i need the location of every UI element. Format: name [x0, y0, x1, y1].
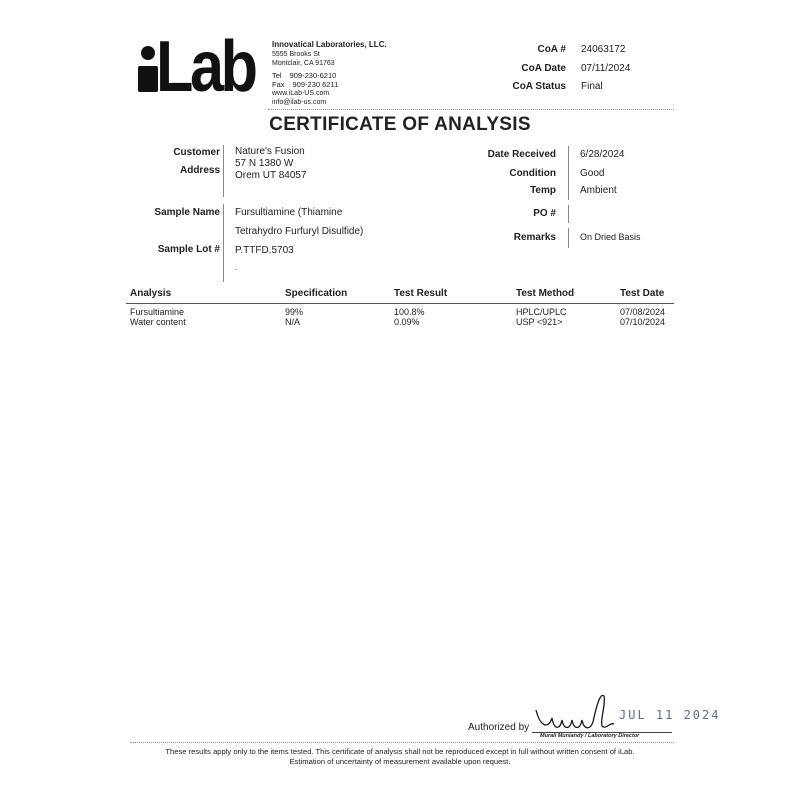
lab-address-city: Montclair, CA 91763 — [272, 60, 335, 67]
logo-i-dot — [141, 46, 155, 60]
cell-test-method: USP <921> — [516, 317, 563, 327]
lab-tel-value: 909-230-6210 — [289, 71, 337, 80]
sample-name-label: Sample Name — [154, 207, 220, 218]
condition-label: Condition — [509, 168, 556, 179]
col-header-test-method: Test Method — [516, 288, 575, 299]
cell-specification: N/A — [285, 317, 301, 327]
po-divider — [568, 205, 569, 223]
cell-test-method: HPLC/UPLC — [516, 307, 567, 317]
col-header-specification: Specification — [285, 288, 348, 299]
remarks-label: Remarks — [513, 232, 556, 243]
customer-label: Customer — [173, 147, 220, 158]
page-title: CERTIFICATE OF ANALYSIS — [269, 114, 531, 135]
coa-status: Final — [581, 81, 603, 92]
coa-number-label: CoA # — [537, 44, 566, 55]
header-divider — [268, 109, 674, 110]
footer-disclaimer: These results apply only to the items tested. This certificate of analysis shall not be reproduced except in full without written consent of iLab. — [165, 747, 635, 756]
col-header-analysis: Analysis — [130, 288, 172, 299]
coa-date-label: CoA Date — [521, 63, 566, 74]
temp: Ambient — [580, 185, 617, 196]
lab-tel — [272, 71, 336, 80]
lab-name: Innovatical Laboratories, LLC. — [272, 40, 387, 49]
lab-fax — [272, 80, 338, 89]
condition: Good — [580, 168, 605, 179]
remarks: On Dried Basis — [580, 232, 641, 242]
customer-street: 57 N 1380 W — [235, 158, 294, 169]
coa-status-label: CoA Status — [512, 81, 566, 92]
receipt-divider — [568, 146, 569, 200]
customer-name: Nature's Fusion — [235, 146, 305, 157]
po-label: PO # — [533, 208, 556, 219]
lab-email[interactable]: info@ilab-us.com — [272, 99, 327, 106]
cell-analysis: Fursultiamine — [130, 307, 185, 317]
date-received-label: Date Received — [487, 149, 556, 160]
lab-website[interactable]: www.iLab-US.com — [272, 90, 330, 97]
cell-test-date: 07/10/2024 — [620, 317, 666, 327]
sample-name-line1: Fursultiamine (Thiamine — [235, 207, 343, 218]
sample-lot: P.TTFD.5703 — [235, 245, 294, 256]
customer-divider — [223, 145, 224, 197]
cell-test-date: 07/08/2024 — [620, 307, 666, 317]
signer-title: Murali Muniandy / Laboratory Director — [540, 733, 640, 739]
sample-dot: . — [235, 263, 238, 272]
table-header-rule — [126, 303, 674, 304]
coa-number: 24063172 — [581, 44, 626, 55]
lab-fax-value: 909-230 6211 — [292, 80, 339, 89]
address-label: Address — [179, 165, 220, 176]
logo-i-stem — [138, 66, 158, 92]
lab-address-street: 5555 Brooks St — [272, 51, 320, 58]
cell-test-result: 100.8% — [394, 307, 425, 317]
col-header-test-result: Test Result — [394, 288, 448, 299]
lab-tel-label: Tel — [272, 71, 282, 80]
date-received: 6/28/2024 — [580, 149, 625, 160]
footer-divider — [130, 742, 674, 743]
lab-fax-label: Fax — [272, 80, 285, 89]
temp-label: Temp — [530, 185, 556, 196]
logo-text: Lab — [156, 27, 255, 107]
customer-city: Orem UT 84057 — [235, 170, 307, 181]
date-stamp: JUL 11 2024 — [619, 708, 721, 722]
footer-uncertainty: Estimation of uncertainty of measurement available upon request. — [289, 757, 511, 766]
col-header-test-date: Test Date — [620, 288, 665, 299]
coa-date: 07/11/2024 — [581, 63, 631, 74]
cell-test-result: 0.09% — [394, 317, 420, 327]
remarks-divider — [568, 228, 569, 248]
sample-lot-label: Sample Lot # — [157, 244, 220, 255]
sample-divider — [223, 204, 224, 282]
sample-name-line2: Tetrahydro Furfuryl Disulfide) — [235, 226, 364, 237]
authorized-by-label: Authorized by — [468, 722, 530, 733]
cell-analysis: Water content — [130, 317, 186, 327]
cell-specification: 99% — [285, 307, 304, 317]
